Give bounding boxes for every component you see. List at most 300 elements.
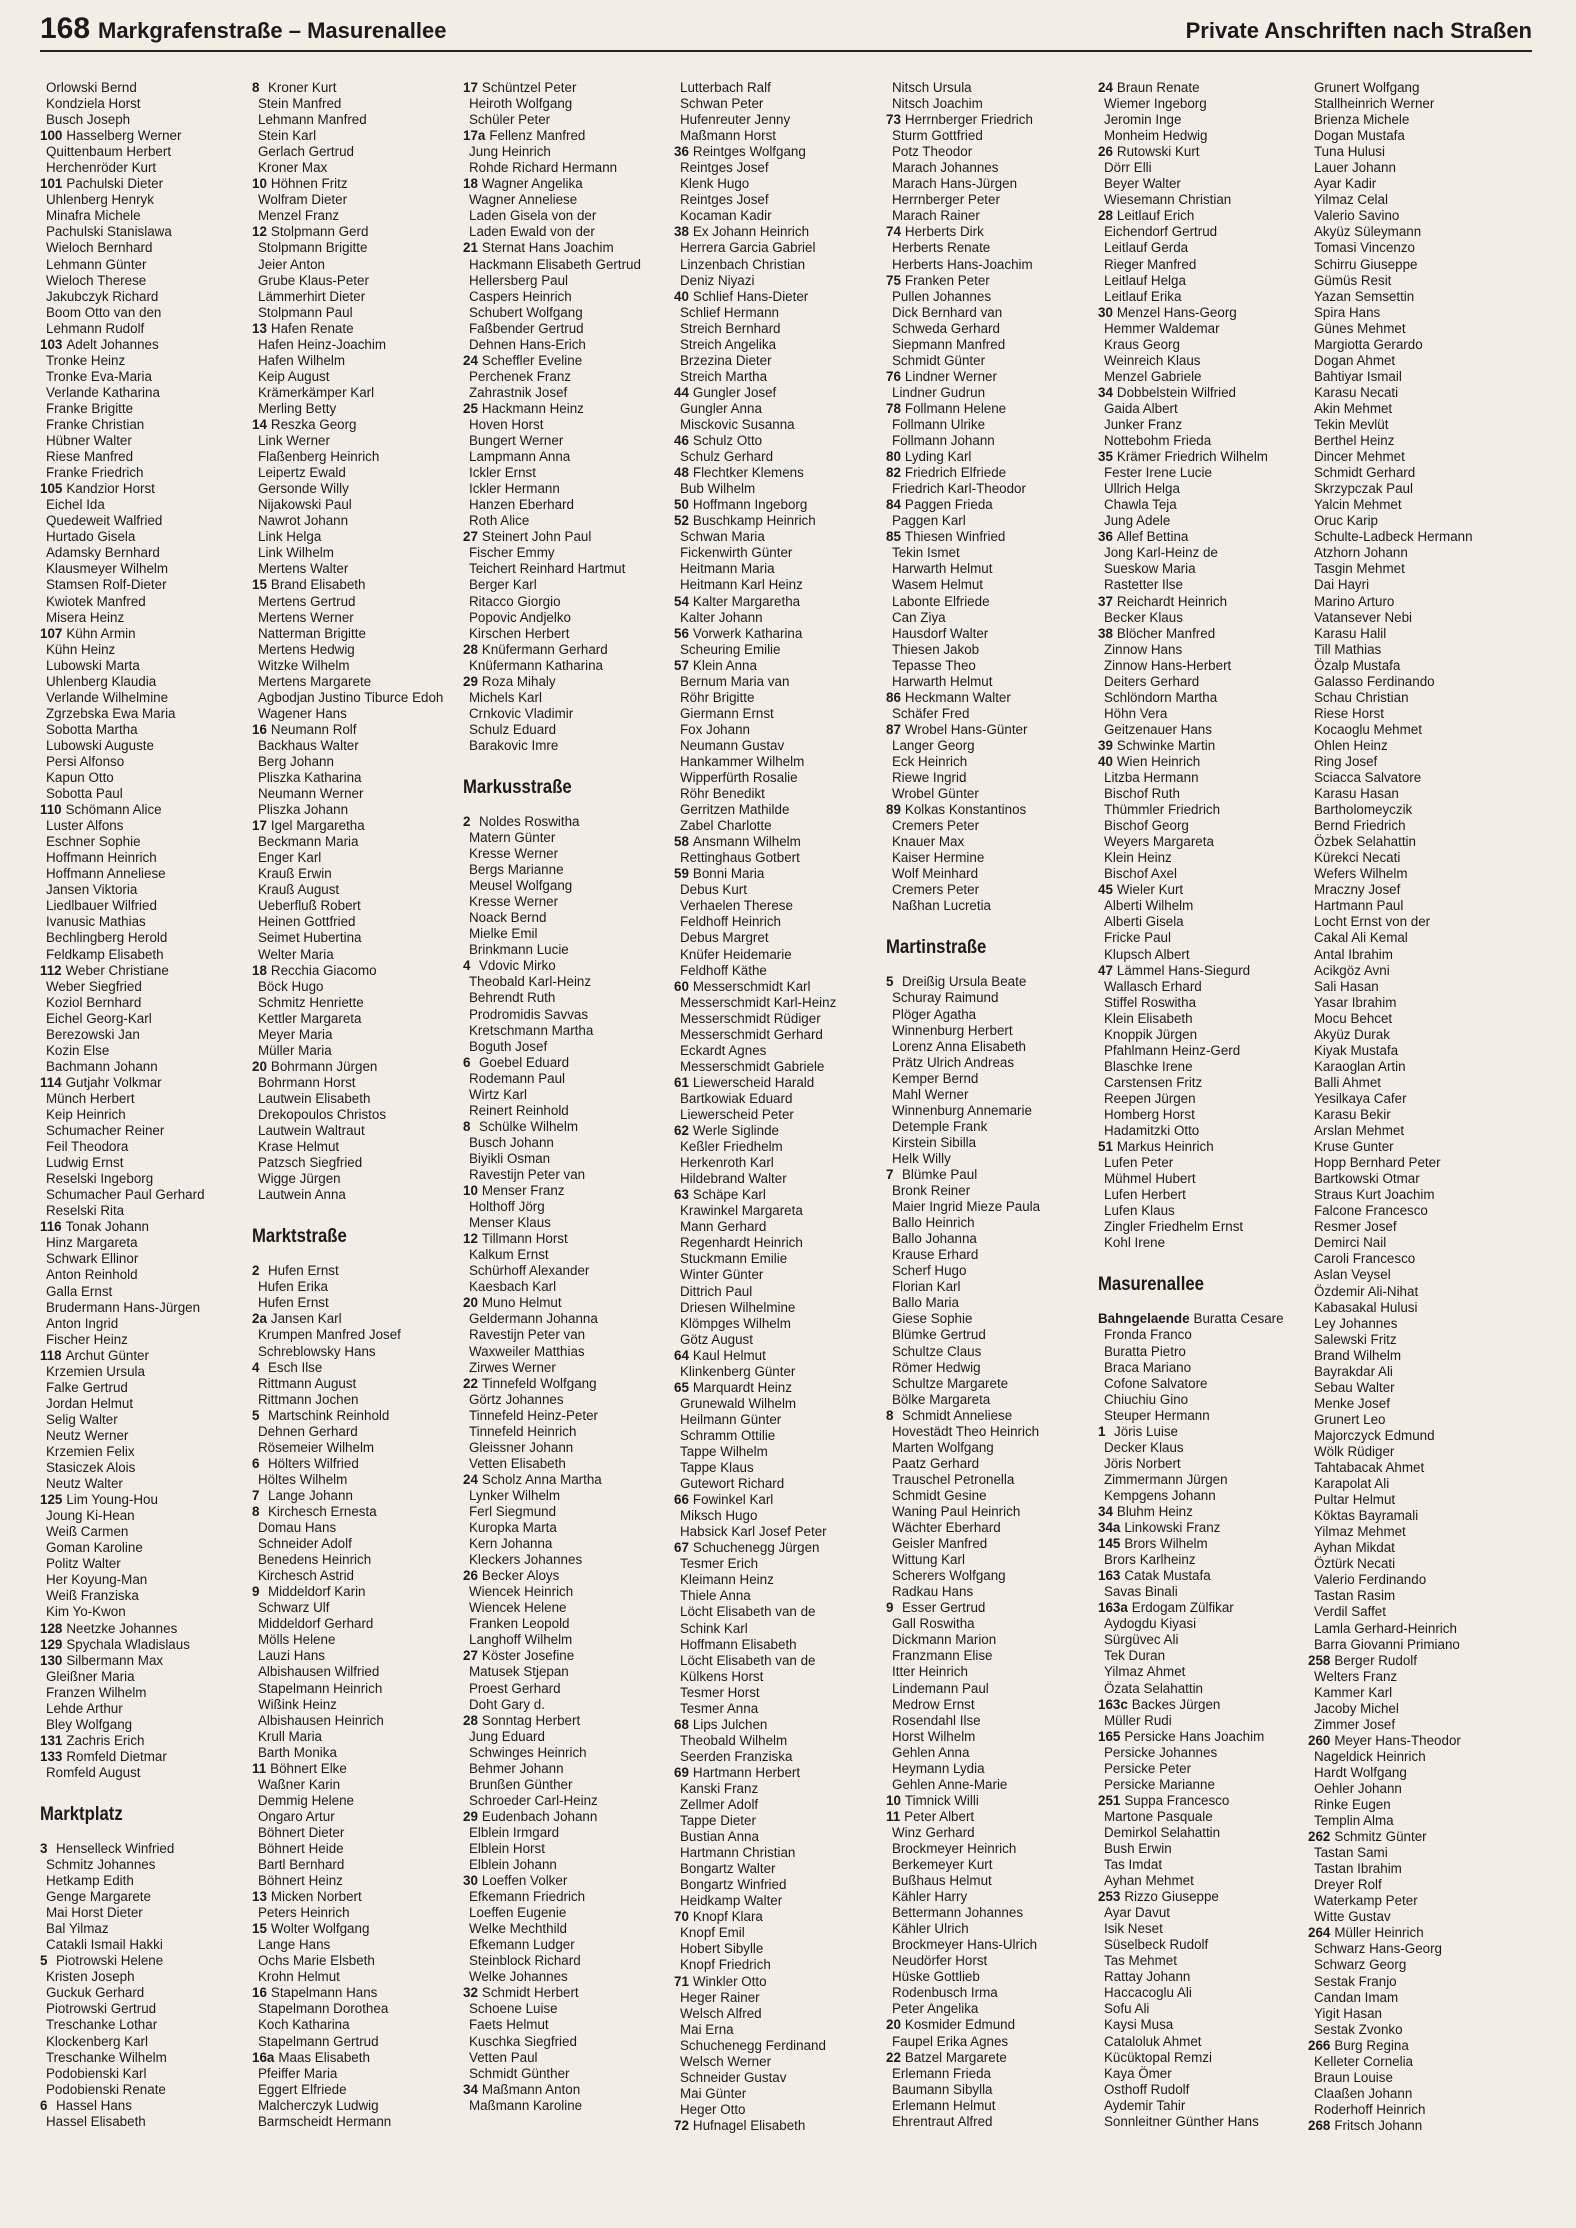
resident-entry	[1098, 433, 1303, 449]
resident-name: Deiters Gerhard	[1104, 673, 1200, 689]
resident-entry	[252, 2114, 457, 2130]
resident-entry	[40, 1653, 245, 1669]
resident-name: Menser Klaus	[469, 1215, 551, 1231]
resident-entry	[463, 385, 668, 401]
resident-name: Winnenburg Annemarie	[892, 1102, 1032, 1118]
resident-entry	[886, 224, 1091, 240]
resident-entry	[886, 1841, 1091, 1857]
resident-name: Vdovic Mirko	[479, 958, 556, 974]
resident-entry	[674, 289, 879, 305]
resident-entry	[252, 1713, 457, 1729]
resident-name: Blümke Paul	[902, 1167, 978, 1182]
resident-entry	[1308, 1669, 1513, 1685]
resident-name: Rastetter Ilse	[1104, 577, 1183, 593]
resident-name: Nageldick Heinrich	[1314, 1748, 1426, 1764]
resident-entry	[1308, 385, 1513, 401]
resident-entry	[1098, 658, 1303, 674]
resident-name: Zellmer Adolf	[680, 1797, 759, 1813]
resident-entry	[886, 1873, 1091, 1889]
resident-name: Brzezina Dieter	[680, 352, 772, 368]
house-number: 8	[252, 80, 260, 95]
resident-entry	[463, 1408, 668, 1424]
resident-name: Wolter Wolfgang	[270, 1921, 370, 1937]
resident-name: Bongartz Winfried	[680, 1877, 787, 1893]
resident-entry	[674, 1332, 879, 1348]
resident-entry	[252, 353, 457, 369]
resident-entry	[252, 80, 457, 96]
resident-name: Anton Reinhold	[46, 1267, 138, 1283]
resident-name: Dehnen Gerhard	[258, 1423, 358, 1439]
resident-entry	[252, 192, 457, 208]
resident-name: Hufen Ernst	[268, 1263, 339, 1279]
resident-name: Gehlen Anna	[892, 1744, 970, 1760]
resident-name: Böhnert Heinz	[258, 1873, 343, 1889]
resident-name: Vatansever Nebi	[1314, 609, 1413, 625]
house-number: 85	[886, 529, 901, 545]
resident-entry	[40, 80, 245, 96]
resident-name: Harwarth Helmut	[892, 561, 993, 577]
resident-entry	[252, 2066, 457, 2082]
resident-name: Henselleck Winfried	[56, 1840, 175, 1856]
resident-name: Reselski Rita	[46, 1203, 125, 1219]
resident-name: Selig Walter	[46, 1411, 118, 1427]
resident-entry	[252, 1857, 457, 1873]
resident-name: Wiemer Ingeborg	[1104, 96, 1207, 112]
resident-name: Thiesen Winfried	[904, 529, 1006, 545]
resident-name: Thiele Anna	[680, 1588, 751, 1604]
resident-entry	[1308, 1717, 1513, 1733]
resident-name: Heckmann Walter	[904, 689, 1011, 705]
resident-name: Meusel Wolfgang	[469, 878, 573, 894]
resident-entry	[463, 674, 668, 690]
resident-name: Alberti Gisela	[1104, 914, 1184, 930]
resident-entry	[1098, 1059, 1303, 1075]
resident-entry	[1098, 1681, 1303, 1697]
resident-entry	[886, 1167, 1091, 1183]
resident-name: Buratta Cesare	[1193, 1311, 1284, 1327]
resident-name: Schäfer Fred	[892, 705, 970, 721]
resident-entry	[1098, 1809, 1303, 1825]
resident-entry	[674, 2118, 879, 2134]
resident-entry	[40, 1937, 245, 1953]
resident-entry	[674, 192, 879, 208]
resident-entry	[252, 1392, 457, 1408]
resident-entry	[1308, 449, 1513, 465]
resident-entry	[252, 1187, 457, 1203]
house-number: 35	[1098, 449, 1113, 465]
resident-entry	[463, 1504, 668, 1520]
resident-entry	[40, 722, 245, 738]
resident-entry	[674, 1781, 879, 1797]
house-number: 15	[252, 1921, 267, 1937]
resident-entry	[1308, 1540, 1513, 1556]
resident-name: Gleißner Maria	[46, 1668, 135, 1684]
resident-entry	[1308, 1300, 1513, 1316]
resident-name: Feldhoff Käthe	[680, 962, 767, 978]
resident-entry	[40, 1380, 245, 1396]
resident-entry	[1098, 1953, 1303, 1969]
resident-name: Martschink Reinhold	[268, 1407, 390, 1423]
resident-name: Laden Gisela von der	[469, 208, 597, 224]
resident-entry	[674, 160, 879, 176]
house-number: 105	[40, 481, 63, 497]
resident-name: Feldhoff Heinrich	[680, 914, 781, 930]
resident-name: Hölters Wilfried	[268, 1455, 359, 1471]
house-number: 125	[40, 1492, 63, 1508]
resident-name: Schlief Hans-Dieter	[692, 288, 809, 304]
house-number: 16	[252, 721, 267, 737]
resident-name: Harwarth Helmut	[892, 673, 993, 689]
resident-entry	[1308, 866, 1513, 882]
resident-entry	[1098, 642, 1303, 658]
resident-entry	[463, 1135, 668, 1151]
resident-entry	[40, 577, 245, 593]
resident-name: Minafra Michele	[46, 208, 141, 224]
resident-name: Maßmann Karoline	[469, 2097, 583, 2113]
resident-name: Heger Rainer	[680, 1989, 760, 2005]
house-number: 253	[1098, 1889, 1121, 1905]
resident-entry	[674, 176, 879, 192]
resident-entry	[1308, 1011, 1513, 1027]
resident-name: Hildebrand Walter	[680, 1171, 787, 1187]
resident-entry	[1308, 1043, 1513, 1059]
resident-entry	[1098, 369, 1303, 385]
resident-name: Welsch Alfred	[680, 2005, 762, 2021]
resident-entry	[674, 1637, 879, 1653]
resident-entry	[886, 1215, 1091, 1231]
resident-entry	[674, 1171, 879, 1187]
resident-name: Bischof Axel	[1104, 866, 1177, 882]
resident-entry	[1308, 642, 1513, 658]
resident-name: Anton Ingrid	[46, 1315, 119, 1331]
resident-name: Habsick Karl Josef Peter	[680, 1524, 827, 1540]
resident-entry	[886, 128, 1091, 144]
resident-name: Archut Günter	[65, 1347, 149, 1363]
house-number: 2a	[252, 1311, 267, 1327]
resident-name: Lehmann Günter	[46, 256, 147, 272]
resident-name: Bohrmann Jürgen	[270, 1058, 378, 1074]
resident-name: Chiuchiu Gino	[1104, 1391, 1189, 1407]
house-number: 57	[674, 657, 689, 673]
resident-name: Ehrentraut Alfred	[892, 2113, 993, 2129]
resident-entry	[886, 385, 1091, 401]
resident-entry	[1098, 1123, 1303, 1139]
resident-name: Buratta Pietro	[1104, 1343, 1186, 1359]
resident-entry	[886, 1103, 1091, 1119]
resident-entry	[674, 866, 879, 882]
resident-entry	[674, 1348, 879, 1364]
resident-entry	[674, 1588, 879, 1604]
resident-name: Krase Helmut	[258, 1139, 340, 1155]
resident-name: Mertens Walter	[258, 561, 349, 577]
resident-name: Gaida Albert	[1104, 400, 1178, 416]
resident-name: Rodenbusch Irma	[892, 1985, 998, 2001]
resident-entry	[674, 930, 879, 946]
resident-entry	[463, 1360, 668, 1376]
resident-name: Neutz Walter	[46, 1476, 123, 1492]
resident-entry	[463, 1729, 668, 1745]
resident-name: Albishausen Heinrich	[258, 1712, 384, 1728]
resident-name: Friedrich Karl-Theodor	[892, 481, 1026, 497]
resident-entry	[252, 1155, 457, 1171]
resident-entry	[40, 834, 245, 850]
resident-name: Hemmer Waldemar	[1104, 320, 1220, 336]
resident-name: Biyikli Osman	[469, 1150, 551, 1166]
resident-name: Zimmermann Jürgen	[1104, 1471, 1228, 1487]
resident-name: Misckovic Susanna	[680, 416, 795, 432]
resident-entry	[1308, 305, 1513, 321]
resident-name: Wagner Anneliese	[469, 192, 578, 208]
resident-entry	[1098, 1937, 1303, 1953]
resident-name: Plöger Agatha	[892, 1006, 977, 1022]
resident-name: Erdogam Zülfikar	[1131, 1600, 1234, 1616]
house-number: 14	[252, 416, 267, 432]
resident-entry	[1308, 176, 1513, 192]
resident-entry	[1308, 722, 1513, 738]
resident-name: Ludwig Ernst	[46, 1155, 124, 1171]
resident-name: Monheim Hedwig	[1104, 128, 1208, 144]
resident-entry	[252, 1809, 457, 1825]
resident-entry	[252, 706, 457, 722]
resident-name: Klein Anna	[692, 657, 757, 673]
resident-entry	[886, 882, 1091, 898]
resident-name: Herrnberger Peter	[892, 192, 1000, 208]
resident-entry	[886, 850, 1091, 866]
resident-entry	[40, 1905, 245, 1921]
resident-entry	[886, 80, 1091, 96]
resident-name: Vetten Elisabeth	[469, 1455, 566, 1471]
resident-entry	[886, 1023, 1091, 1039]
resident-name: Ravestijn Peter van	[469, 1327, 586, 1343]
resident-entry	[1308, 610, 1513, 626]
resident-entry	[252, 1552, 457, 1568]
resident-entry	[252, 385, 457, 401]
resident-name: Dick Bernhard van	[892, 304, 1003, 320]
resident-name: Knauer Max	[892, 834, 965, 850]
resident-entry	[40, 1187, 245, 1203]
resident-entry	[252, 1043, 457, 1059]
resident-name: Cataloluk Ahmet	[1104, 2033, 1202, 2049]
resident-entry	[252, 1905, 457, 1921]
listing-column	[674, 80, 879, 2210]
resident-entry	[674, 257, 879, 273]
house-number: 133	[40, 1748, 63, 1764]
house-number: 52	[674, 513, 689, 529]
resident-name: Lämmel Hans-Siegurd	[1116, 962, 1251, 978]
resident-name: Hafen Wilhelm	[258, 352, 346, 368]
resident-name: Margiotta Gerardo	[1314, 336, 1423, 352]
resident-entry	[463, 353, 668, 369]
resident-name: Kettler Margareta	[258, 1010, 362, 1026]
resident-name: Jacoby Michel	[1314, 1700, 1399, 1716]
resident-name: Debus Kurt	[680, 882, 747, 898]
resident-name: Majorczyck Edmund	[1314, 1427, 1435, 1443]
resident-name: Karasu Halil	[1314, 625, 1387, 641]
resident-name: Balli Ahmet	[1314, 1074, 1381, 1090]
resident-name: Streich Martha	[680, 368, 768, 384]
resident-name: Winz Gerhard	[892, 1824, 975, 1840]
resident-name: Karasu Bekir	[1314, 1107, 1391, 1122]
resident-entry	[463, 1616, 668, 1632]
resident-entry	[40, 802, 245, 818]
resident-entry	[1098, 674, 1303, 690]
resident-entry	[1308, 1653, 1513, 1669]
resident-name: Persicke Johannes	[1104, 1744, 1218, 1760]
resident-name: Aydemir Tahir	[1104, 2097, 1186, 2113]
resident-entry	[252, 1472, 457, 1488]
resident-entry	[886, 1793, 1091, 1809]
resident-name: Böck Hugo	[258, 978, 324, 994]
resident-entry	[463, 96, 668, 112]
resident-entry	[886, 2082, 1091, 2098]
resident-entry	[40, 2114, 245, 2130]
resident-entry	[674, 2070, 879, 2086]
resident-entry	[674, 914, 879, 930]
resident-entry	[886, 2001, 1091, 2017]
resident-entry	[1098, 465, 1303, 481]
resident-entry	[1098, 1311, 1303, 1327]
resident-name: Maas Elisabeth	[278, 2049, 370, 2065]
resident-name: Winkler Otto	[692, 1973, 767, 1989]
resident-entry	[463, 2001, 668, 2017]
resident-name: Ivanusic Mathias	[46, 914, 146, 930]
resident-name: Stolpmann Paul	[258, 304, 353, 320]
resident-entry	[463, 465, 668, 481]
resident-name: Pultar Helmut	[1314, 1492, 1396, 1508]
resident-name: Bartkowiak Eduard	[680, 1090, 793, 1106]
resident-entry	[1308, 1460, 1513, 1476]
resident-entry	[40, 1011, 245, 1027]
resident-name: Matern Günter	[469, 830, 556, 846]
resident-name: Ongaro Artur	[258, 1808, 335, 1824]
resident-name: Eggert Elfriede	[258, 2081, 347, 2097]
resident-entry	[252, 1059, 457, 1075]
resident-entry	[463, 337, 668, 353]
house-number: 86	[886, 689, 901, 705]
house-number: 107	[40, 625, 63, 641]
resident-name: Helk Willy	[892, 1150, 951, 1166]
resident-entry	[886, 465, 1091, 481]
resident-name: Hoffmann Elisabeth	[680, 1636, 797, 1652]
resident-entry	[40, 642, 245, 658]
resident-entry	[674, 144, 879, 160]
resident-name: Bluhm Heinz	[1116, 1503, 1193, 1519]
resident-name: Hartmann Paul	[1314, 898, 1404, 914]
resident-entry	[463, 706, 668, 722]
street-heading: Martinstraße	[886, 937, 987, 959]
resident-name: Allef Bettina	[1116, 529, 1189, 545]
section-title: Private Anschriften nach Straßen	[1185, 18, 1532, 43]
resident-entry	[886, 990, 1091, 1006]
resident-name: Kroner Max	[258, 160, 328, 176]
resident-entry	[1098, 1424, 1303, 1440]
house-number: 13	[252, 1889, 267, 1905]
resident-name: Öztürk Necati	[1314, 1556, 1396, 1572]
resident-entry	[674, 1300, 879, 1316]
resident-entry	[40, 2082, 245, 2098]
listing-column	[1098, 80, 1303, 2210]
resident-entry	[463, 1039, 668, 1055]
resident-entry	[1098, 754, 1303, 770]
resident-entry	[886, 1199, 1091, 1215]
resident-entry	[1098, 353, 1303, 369]
resident-name: Berg Johann	[258, 753, 334, 769]
resident-entry	[1308, 240, 1513, 256]
resident-entry	[252, 610, 457, 626]
resident-entry	[252, 914, 457, 930]
resident-name: Verdil Saffet	[1314, 1604, 1386, 1620]
resident-entry	[252, 1440, 457, 1456]
resident-entry	[1098, 224, 1303, 240]
resident-name: Goebel Eduard	[479, 1054, 570, 1070]
resident-name: Grube Klaus-Peter	[258, 272, 369, 288]
resident-entry	[1098, 192, 1303, 208]
resident-entry	[463, 513, 668, 529]
resident-name: Brors Karlheinz	[1104, 1552, 1196, 1568]
resident-name: Verhaelen Therese	[680, 898, 793, 914]
resident-entry	[886, 160, 1091, 176]
resident-name: Tekin Ismet	[892, 545, 960, 561]
resident-entry	[40, 1059, 245, 1075]
resident-entry	[463, 1937, 668, 1953]
resident-name: Busch Joseph	[46, 112, 131, 128]
resident-name: Schulte-Ladbeck Hermann	[1314, 529, 1473, 545]
resident-name: Hassel Hans	[56, 2097, 132, 2113]
resident-entry	[1308, 465, 1513, 481]
resident-name: Wolfram Dieter	[258, 192, 348, 208]
resident-name: Kirchesch Astrid	[258, 1568, 355, 1584]
resident-entry	[463, 1857, 668, 1873]
resident-name: Kürekci Necati	[1314, 850, 1401, 866]
resident-entry	[1308, 1685, 1513, 1701]
street-range: Markgrafenstraße – Masurenallee	[98, 18, 447, 43]
resident-entry	[674, 513, 879, 529]
resident-name: Orlowski Bernd	[46, 80, 137, 95]
house-number: 3	[40, 1840, 48, 1856]
house-number: 4	[463, 958, 471, 974]
resident-name: Salewski Fritz	[1314, 1331, 1397, 1347]
house-number: 128	[40, 1620, 63, 1636]
resident-entry	[40, 1921, 245, 1937]
resident-name: Franzen Wilhelm	[46, 1684, 147, 1700]
resident-entry	[674, 1492, 879, 1508]
resident-name: Wölk Rüdiger	[1314, 1443, 1395, 1459]
resident-entry	[886, 1311, 1091, 1327]
resident-name: Akyüz Durak	[1314, 1026, 1390, 1042]
resident-name: Krawinkel Margareta	[680, 1203, 803, 1219]
resident-name: Dreißig Ursula Beate	[902, 974, 1027, 990]
resident-name: Rizzo Giuseppe	[1124, 1889, 1219, 1905]
resident-name: Berger Karl	[469, 577, 537, 593]
resident-name: Berkemeyer Kurt	[892, 1857, 993, 1873]
house-number: 165	[1098, 1728, 1121, 1744]
resident-name: Münch Herbert	[46, 1090, 135, 1106]
resident-name: Boom Otto van den	[46, 304, 162, 320]
resident-entry	[886, 1327, 1091, 1343]
resident-entry	[463, 1103, 668, 1119]
house-number: 27	[463, 529, 478, 545]
resident-entry	[463, 1841, 668, 1857]
resident-name: Klausmeyer Wilhelm	[46, 561, 169, 577]
resident-entry	[886, 2017, 1091, 2033]
resident-entry	[463, 1023, 668, 1039]
resident-name: Kammer Karl	[1314, 1684, 1393, 1700]
resident-name: Fester Irene Lucie	[1104, 465, 1212, 481]
resident-name: Hetkamp Edith	[46, 1873, 134, 1889]
resident-name: Burg Regina	[1334, 2037, 1409, 2053]
address-listing	[40, 80, 1534, 2210]
resident-entry	[886, 1921, 1091, 1937]
